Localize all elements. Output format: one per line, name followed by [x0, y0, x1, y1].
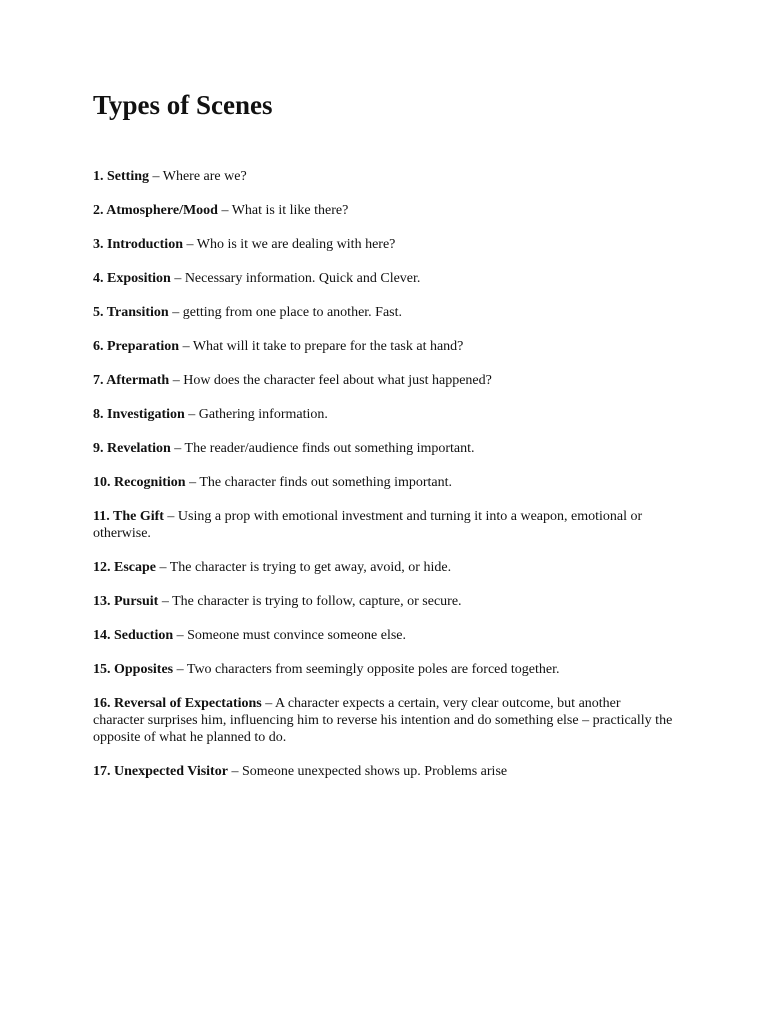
- item-separator: –: [149, 169, 163, 184]
- item-text: Gathering information.: [198, 407, 328, 422]
- list-item: [93, 508, 673, 542]
- list-item: [93, 304, 673, 321]
- item-term: 5. Transition: [93, 305, 169, 320]
- item-separator: –: [170, 441, 185, 456]
- item-term: 2. Atmosphere/Mood: [93, 203, 218, 218]
- list-item: [93, 440, 673, 457]
- item-separator: –: [217, 203, 232, 218]
- item-separator: –: [169, 373, 184, 388]
- item-text: What is it like there?: [231, 203, 349, 218]
- list-item: [93, 236, 673, 253]
- item-separator: –: [182, 237, 197, 252]
- item-term: 12. Escape: [93, 560, 156, 575]
- list-item: [93, 763, 673, 780]
- list-item: [93, 559, 673, 576]
- item-separator: –: [227, 764, 242, 779]
- item-text: Someone unexpected shows up. Problems arise: [241, 764, 508, 779]
- item-text: Two characters from seemingly opposite poles are forced together.: [186, 662, 560, 677]
- list-item: [93, 406, 673, 423]
- list-item: [93, 168, 673, 185]
- item-separator: –: [163, 509, 178, 524]
- item-separator: –: [185, 475, 200, 490]
- item-text: The character finds out something important.: [199, 475, 453, 490]
- item-term: 11. The Gift: [93, 509, 164, 524]
- item-text: A character expects a certain, very clear outcome, but another character surprises him, influencing him to reverse his intention and do something else – practically the opposite of what he planned to do.: [93, 696, 673, 745]
- item-term: 17. Unexpected Visitor: [93, 764, 228, 779]
- item-term: 9. Revelation: [93, 441, 171, 456]
- list-item: [93, 627, 673, 644]
- item-text: Where are we?: [162, 169, 247, 184]
- item-separator: –: [156, 560, 170, 575]
- item-text: The character is trying to follow, capture, or secure.: [172, 594, 462, 609]
- item-text: Who is it we are dealing with here?: [196, 237, 396, 252]
- list-item: [93, 695, 673, 746]
- item-term: 15. Opposites: [93, 662, 174, 677]
- list-item: [93, 372, 673, 389]
- list-item: [93, 338, 673, 355]
- item-term: 3. Introduction: [93, 237, 183, 252]
- page-title: Types of Scenes: [93, 90, 273, 120]
- item-separator: –: [170, 271, 185, 286]
- list-item: [93, 474, 673, 491]
- document-page: [93, 88, 673, 797]
- item-text: Using a prop with emotional investment and turning it into a weapon, emotional or otherwise.: [93, 509, 643, 541]
- item-term: 14. Seduction: [93, 628, 174, 643]
- item-separator: –: [184, 407, 199, 422]
- item-text: Necessary information. Quick and Clever.: [184, 271, 421, 286]
- item-term: 4. Exposition: [93, 271, 171, 286]
- item-term: 16. Reversal of Expectations: [93, 696, 262, 711]
- item-separator: –: [173, 662, 187, 677]
- item-text: How does the character feel about what just happened?: [183, 373, 492, 388]
- item-text: The character is trying to get away, avoid, or hide.: [169, 560, 452, 575]
- item-term: 1. Setting: [93, 169, 149, 184]
- item-separator: –: [179, 339, 193, 354]
- item-term: 10. Recognition: [93, 475, 186, 490]
- item-separator: –: [168, 305, 183, 320]
- list-item: [93, 593, 673, 610]
- item-text: What will it take to prepare for the task at hand?: [192, 339, 464, 354]
- item-term: 13. Pursuit: [93, 594, 159, 609]
- item-text: The reader/audience finds out something important.: [184, 441, 475, 456]
- item-separator: –: [158, 594, 173, 609]
- item-separator: –: [173, 628, 188, 643]
- list-item: [93, 270, 673, 287]
- item-text: Someone must convince someone else.: [187, 628, 407, 643]
- item-term: 6. Preparation: [93, 339, 180, 354]
- item-term: 8. Investigation: [93, 407, 185, 422]
- item-text: getting from one place to another. Fast.: [182, 305, 403, 320]
- list-item: [93, 202, 673, 219]
- list-item: [93, 661, 673, 678]
- item-term: 7. Aftermath: [93, 373, 170, 388]
- item-separator: –: [261, 696, 275, 711]
